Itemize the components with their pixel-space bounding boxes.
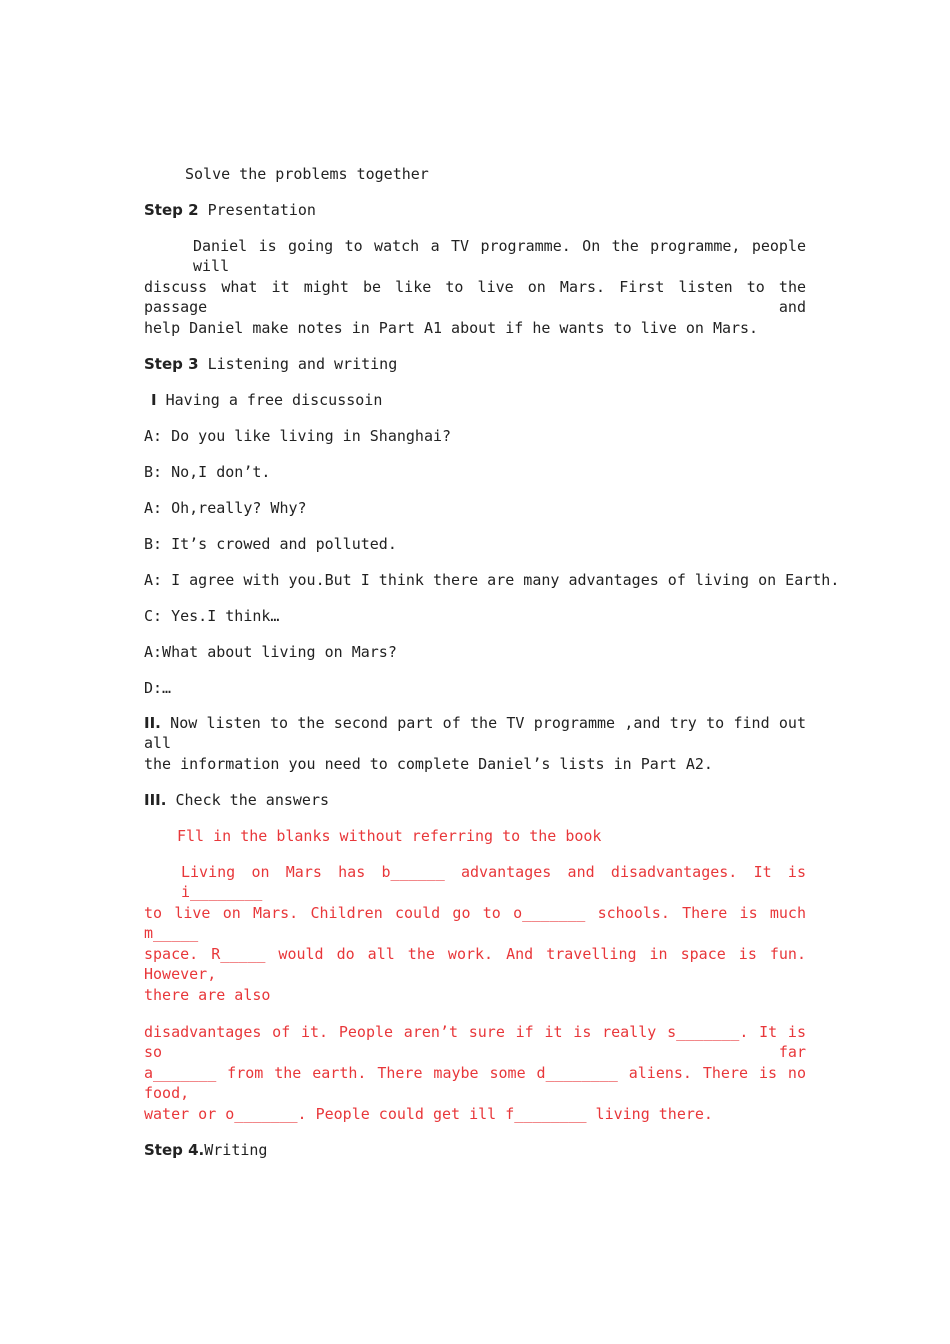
step4-label: Step 4. — [144, 1141, 205, 1159]
section-i-text: Having a free discussoin — [156, 391, 383, 409]
dialogue-line-5: A: I agree with you.But I think there are many advantages of living on Earth. — [144, 571, 840, 589]
section-i-label: I — [151, 391, 157, 409]
section-ii-line1 — [144, 713, 806, 753]
fill-in-line-2: to live on Mars. Children could go to o_______ schools. There is much m_____ — [144, 904, 806, 942]
fill-in-line-7: water or o_______. People could get ill f________ living there. — [144, 1105, 713, 1123]
dialogue-line-2: B: No,I don’t. — [144, 463, 271, 481]
step2-text: Presentation — [198, 201, 316, 219]
section-ii-label: II. — [144, 714, 161, 732]
para1-line3: help Daniel make notes in Part A1 about if he wants to live on Mars. — [144, 319, 759, 337]
para1-line2: discuss what it might be like to live on Mars. First listen to the passage and — [144, 278, 806, 316]
dialogue-line-6: C: Yes.I think… — [144, 607, 280, 625]
fill-in-line-1: Living on Mars has b______ advantages and disadvantages. It is i________ — [181, 863, 806, 901]
step3-label: Step 3 — [144, 355, 199, 373]
dialogue-line-4: B: It’s crowed and polluted. — [144, 535, 397, 553]
dialogue-line-3: A: Oh,really? Why? — [144, 499, 307, 517]
section-ii-line2: the information you need to complete Daniel’s lists in Part A2. — [144, 755, 713, 773]
fill-in-line-6: a_______ from the earth. There maybe some d________ aliens. There is no food, — [144, 1064, 806, 1102]
section-iii-label: III. — [144, 791, 167, 809]
fill-in-line-5: disadvantages of it. People aren’t sure if it is really s_______. It is so far — [144, 1023, 806, 1061]
fill-in-line-3: space. R_____ would do all the work. And travelling in space is fun. However, — [144, 945, 806, 983]
section-i-heading — [151, 390, 382, 410]
step3-text: Listening and writing — [198, 355, 398, 373]
step4-heading — [144, 1140, 267, 1160]
dialogue-line-1: A: Do you like living in Shanghai? — [144, 427, 452, 445]
para1-line1: Daniel is going to watch a TV programme. On the programme, people will — [193, 237, 806, 275]
section-iii-heading — [144, 790, 329, 810]
fill-in-line-4: there are also — [144, 986, 271, 1004]
section-ii-text: Now listen to the second part of the TV programme ,and try to find out all — [144, 714, 806, 752]
step4-text: Writing — [204, 1141, 268, 1159]
dialogue-line-8: D:… — [144, 679, 172, 697]
dialogue-line-7: A:What about living on Mars? — [144, 643, 397, 661]
step3-heading — [144, 354, 397, 374]
fill-in-title: Fll in the blanks without referring to the book — [177, 827, 602, 845]
step2-label: Step 2 — [144, 201, 199, 219]
solve-line: Solve the problems together — [185, 165, 429, 183]
section-iii-text: Check the answers — [166, 791, 330, 809]
step2-heading — [144, 200, 316, 220]
